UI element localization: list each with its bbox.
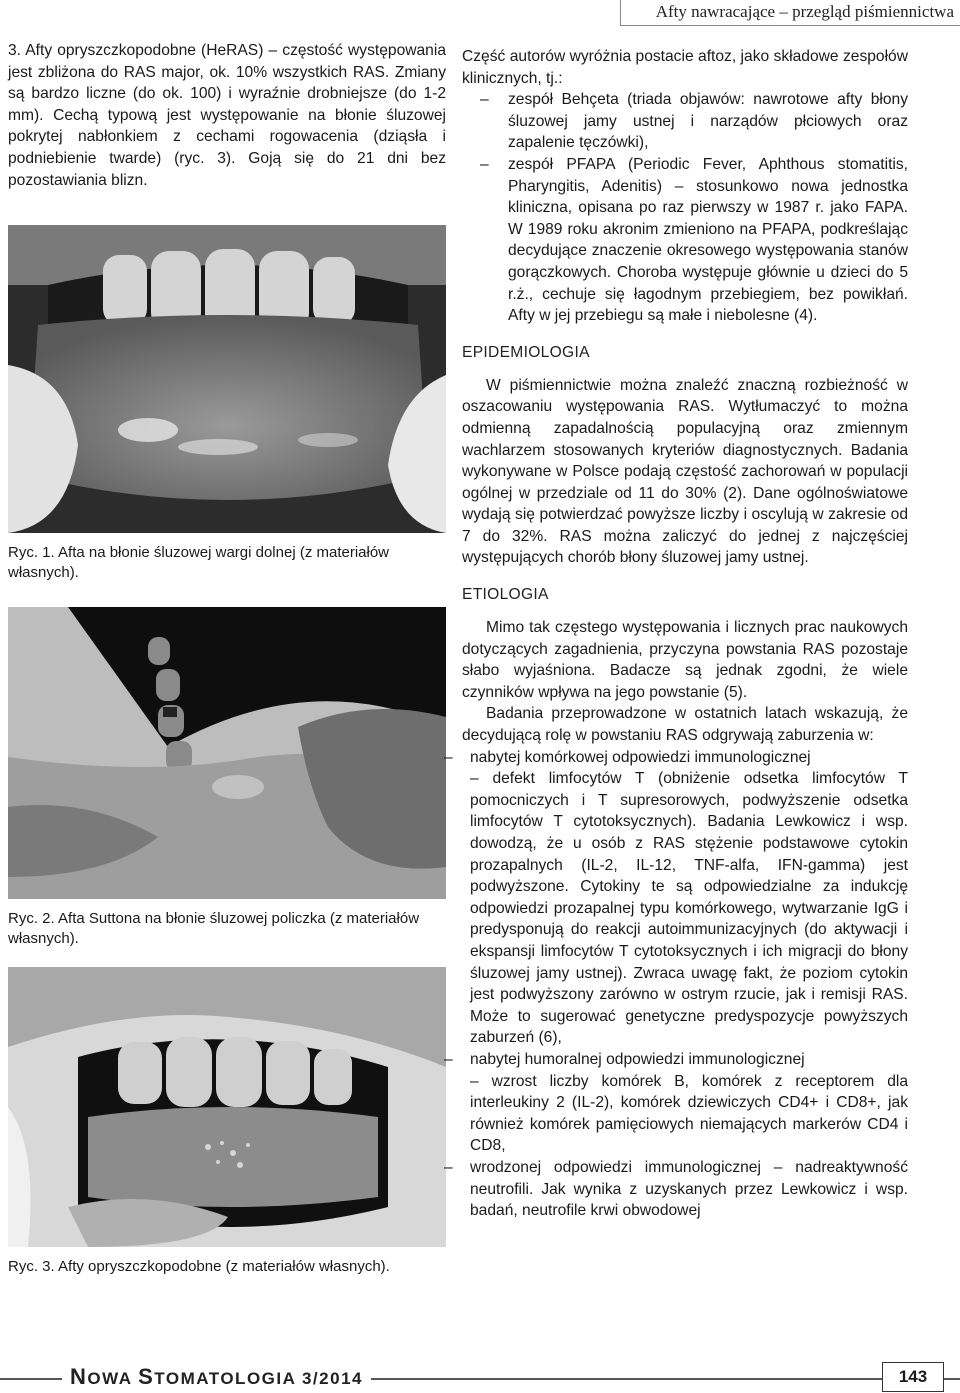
page-footer bbox=[0, 1360, 960, 1393]
behcet-text: zespół Behçeta (triada objawów: nawrotowe afty błony śluzowej jamy ustnej i narządów płciowych oraz zapalenie tęczówki), bbox=[508, 91, 908, 152]
cellular-immunity-detail: – defekt limfocytów T (obniżenie odsetka limfocytów T pomocniczych i T supresorowych, podwyższenie odsetka limfocytów T cytotoksycznych). Badania Lewkowicz i wsp. dowodzą, że u osób z RAS stężenie podstawowe cytokin prozapalnych (IL-2, IL-12, TNF-alfa, IFN-gamma) jest podwyższone. Cytokiny te są odpowiedzialne za indukcję odpowiedzi prozapalnej typu komórkowego, wytwarzanie IgG i predysponują do reakcji autoimmunizacyjnych (do aktywacji i ekspansji limfocytów T cytotoksycznych i ich migracji do błony śluzowej jamy ustnej). Zwraca uwagę fakt, że poziom cytokin jest podwyższony zarówno w ostrym rzucie, jak i remisji RAS. Może to sugerować genetyczne predyspozycje powyższych zaburzeń (6), bbox=[470, 770, 908, 1047]
innate-immunity-label: wrodzonej odpowiedzi immunologicznej – nadreaktywność neutrofili. Jak wynika z uzyskanych przez Lewkowicz i wsp. badań, neutrofile krwi obwodowej bbox=[470, 1158, 908, 1220]
list-item bbox=[444, 747, 908, 1049]
pfapa-text: zespół PFAPA (Periodic Fever, Aphthous stomatitis, Pharyngitis, Adenitis) – stosunkowo nowa jednostka kliniczna, opisana po raz pierwszy w 1987 r. jako FAPA. W 1989 roku akronim zmieniono na PFAPA, podkreślając decydujące znaczenie okresowego występowania stanów gorączkowych. Choroba występuje głównie u dzieci do 5 r.ż., cechuje się łagodnym przebiegiem, bez powikłań. Afty w jej przebiegu są małe i niebolesne (4). bbox=[508, 155, 908, 325]
list-dash: – bbox=[444, 1050, 453, 1068]
list-item bbox=[444, 1049, 908, 1157]
figure-3-caption: Ryc. 3. Afty opryszczkopodobne (z materiałów własnych). bbox=[8, 1258, 390, 1276]
section-heading-epidemiology: EPIDEMIOLOGIA bbox=[462, 343, 590, 361]
etiology-paragraph-1: Mimo tak częstego występowania i licznych prac naukowych dotyczących zagadnienia, przyczyna powstania RAS pozostaje słabo wyjaśniona. Badacze są jednak zgodni, że wiele czynników wpływa na jego powstanie (5). bbox=[462, 619, 908, 701]
running-head: Afty nawracające – przegląd piśmiennictwa bbox=[620, 0, 960, 26]
list-dash: – bbox=[444, 748, 453, 766]
figure-1-caption: Ryc. 1. Afta na błonie śluzowej wargi dolnej (z materiałów własnych). bbox=[8, 544, 390, 582]
list-item bbox=[462, 154, 908, 327]
list-dash: – bbox=[480, 155, 489, 173]
list-dash: – bbox=[480, 91, 489, 109]
figure-2-caption: Ryc. 2. Afta Suttona na błonie śluzowej policzka (z materiałów własnych). bbox=[8, 910, 420, 948]
heras-paragraph: 3. Afty opryszczkopodobne (HeRAS) – częstość występowania jest zbliżona do RAS major, ok. 10% wszystkich RAS. Zmiany są bardzo liczne (do ok. 100) i wyraźnie drobniejsze (do 1-2 mm). Cechą typową jest występowanie na błonie śluzowej pokrytej nabłonkiem z cechami rogowacenia (dziąsła i podniebienie twarde) (ryc. 3). Goją się do 21 dni bez pozostawiania blizn. bbox=[8, 42, 446, 189]
humoral-immunity-label: nabytej humoralnej odpowiedzi immunologicznej bbox=[470, 1050, 805, 1068]
humoral-immunity-detail: – wzrost liczby komórek B, komórek z receptorem dla interleukiny 2 (IL-2), komórek dziewiczych CD4+ i CD8+, jak również komórek pamięciowych niemających markerów CD4 i CD8, bbox=[470, 1072, 908, 1155]
journal-name: NOWA STOMATOLOGIA 3/2014 bbox=[62, 1364, 371, 1390]
figure-1-photo bbox=[8, 225, 446, 533]
list-item bbox=[444, 1157, 908, 1222]
page-number: 143 bbox=[882, 1362, 944, 1392]
list-dash: – bbox=[444, 1158, 453, 1176]
list-item bbox=[462, 89, 908, 154]
clinical-syndromes-intro: Część autorów wyróżnia postacie aftoz, jako składowe zespołów klinicznych, tj.: bbox=[462, 48, 908, 87]
left-column bbox=[8, 40, 446, 1277]
etiology-paragraph-2: Badania przeprowadzone w ostatnich latach wskazują, że decydującą rolę w powstaniu RAS odgrywają zaburzenia w: bbox=[462, 705, 908, 745]
figure-3-photo bbox=[8, 967, 446, 1247]
section-heading-etiology: ETIOLOGIA bbox=[462, 586, 549, 604]
epidemiology-paragraph: W piśmiennictwie można znaleźć znaczną rozbieżność w oszacowaniu występowania RAS. Wytłumaczyć to można odmienną zapadalnością populacyjną oraz zmiennym wachlarzem stosowanych kryteriów diagnostycznych. Badania wykonywane w Polsce podają częstość zachorowań w populacji ogólnej w przedziale od 11 do 30% (2). Dane ogólnoświatowe wydają się potwierdzać powyższe liczby i oscylują w zakresie od 7 do 32%. RAS można zaliczyć do jednej z najczęściej występujących chorób błony śluzowej jamy ustnej. bbox=[462, 376, 908, 567]
right-column bbox=[444, 46, 908, 1222]
cellular-immunity-label: nabytej komórkowej odpowiedzi immunologicznej bbox=[470, 748, 811, 766]
figure-2-photo bbox=[8, 607, 446, 899]
